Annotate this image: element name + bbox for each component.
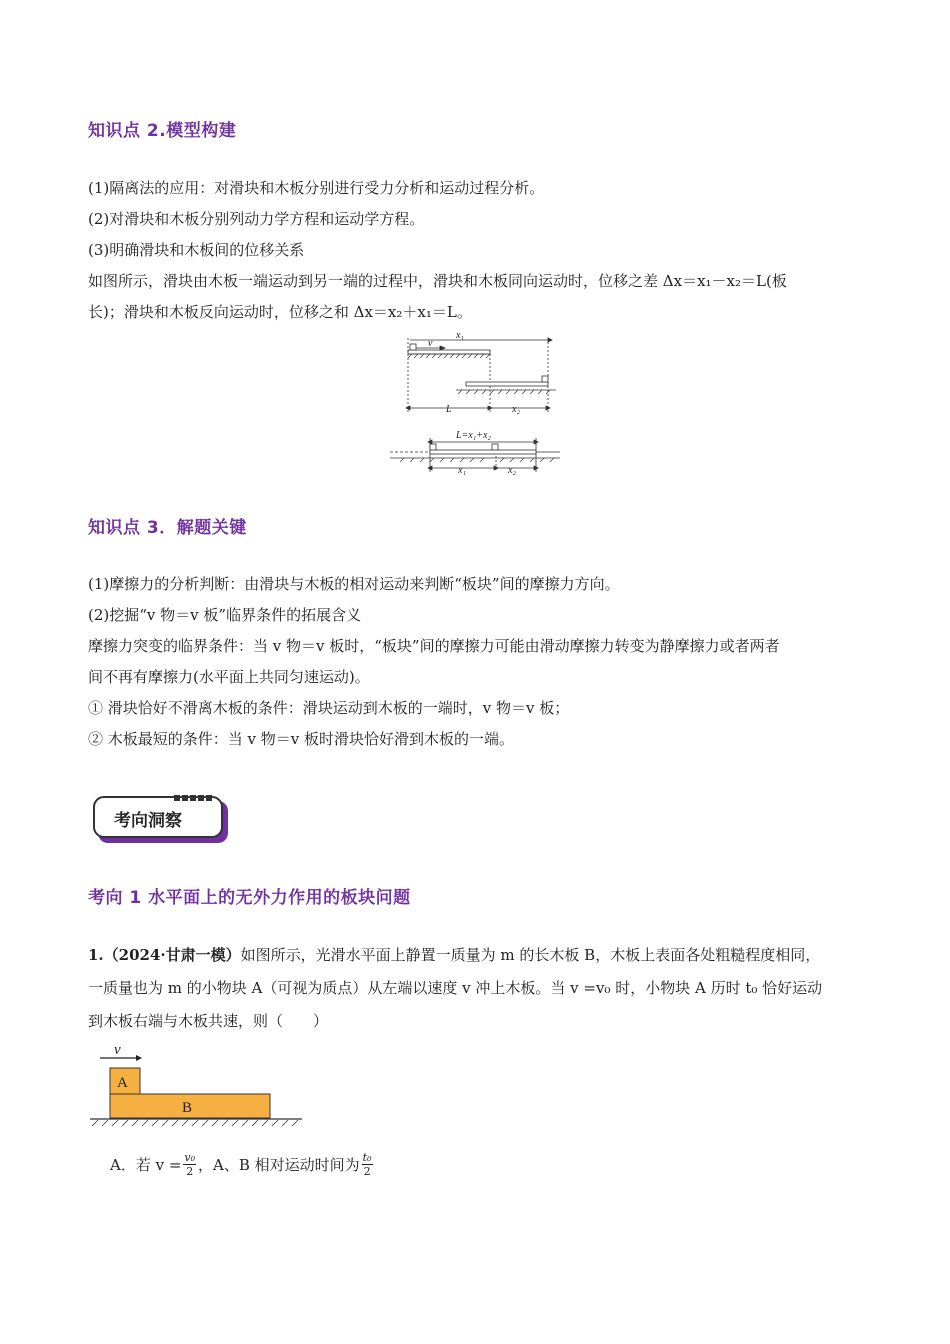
direction-badge [92,795,232,845]
question-1 [88,939,868,1038]
option-a-fraction-v [183,1151,196,1178]
section-2-p2: (2)对滑块和木板分别列动力学方程和运动学方程。 [88,210,425,228]
block-board-diagram [88,1040,308,1130]
option-a[interactable] [110,1144,375,1184]
question-1-line1 [88,939,868,972]
fig1-v-label: v [428,338,433,349]
section-2-p4a: 如图所示，滑块由木板一端运动到另一端的过程中，滑块和木板同向运动时，位移之差 Δx＝x₁－x₂＝L(板 [88,272,787,290]
fig1-x1-label: x₁ [456,330,464,341]
fig1-sum-label: L=x₁+x₂ [456,430,491,441]
direction-1-title: 考向 1 水平面上的无外力作用的板块问题 [88,888,411,908]
fig1-L-label: L [446,404,452,415]
section-3-p5: ② 木板最短的条件：当 v 物＝v 板时滑块恰好滑到木板的一端。 [88,730,515,748]
fig2-A-label: A [117,1075,128,1091]
section-3-p1: (1)摩擦力的分析判断：由滑块与木板的相对运动来判断“板块”间的摩擦力方向。 [88,575,620,593]
section-2-body [88,173,868,328]
section-3-body [88,569,868,755]
question-1-source: （2024·甘肃一模） [103,946,241,964]
section-2-title: 知识点 2.模型构建 [88,121,237,141]
section-3-title: 知识点 3．解题关键 [88,518,247,538]
question-1-line1-text: 如图所示，光滑水平面上静置一质量为 m 的长木板 B，木板上表面各处粗糙程度相同， [240,946,821,964]
section-3-p4: ① 滑块恰好不滑离木板的条件：滑块运动到木板的一端时，v 物＝v 板； [88,699,570,717]
option-a-prefix: A．若 v = [110,1155,182,1174]
question-1-line2: 一质量也为 m 的小物块 A（可视为质点）从左端以速度 v 冲上木板。当 v =v₀ 时，小物块 A 历时 t₀ 恰好运动 [88,979,823,997]
fig1-x1-bottom-label: x₁ [458,465,466,476]
option-a-t-den: 2 [363,1164,371,1178]
option-a-frac-den: 2 [186,1164,194,1178]
fig1-x2-label: x₂ [512,404,520,415]
fig2-v-label: v [114,1042,121,1058]
fig2-B-label: B [182,1100,193,1116]
option-a-t-num: t₀ [362,1150,372,1164]
displacement-diagram [380,330,580,476]
option-a-frac-num: v₀ [184,1150,196,1164]
question-1-number: 1. [88,946,104,964]
section-3-p2: (2)挖掘“v 物＝v 板”临界条件的拓展含义 [88,606,362,624]
option-a-fraction-t [362,1151,373,1178]
section-3-p3b: 间不再有摩擦力(水平面上共同匀速运动)。 [88,668,370,686]
section-3-p3a: 摩擦力突变的临界条件：当 v 物＝v 板时，“板块”间的摩擦力可能由滑动摩擦力转变为静摩擦力或者两者 [88,637,780,655]
question-1-line3: 到木板右端与木板共速，则（ ） [88,1012,329,1030]
badge-label: 考向洞察 [114,811,182,831]
section-2-p4b: 长)；滑块和木板反向运动时，位移之和 Δx＝x₂＋x₁＝L。 [88,303,472,321]
section-2-p3: (3)明确滑块和木板间的位移关系 [88,241,305,259]
option-a-mid: ，A、B 相对运动时间为 [198,1155,360,1174]
fig1-x2-bottom-label: x₂ [508,465,516,476]
section-2-p1: (1)隔离法的应用：对滑块和木板分别进行受力分析和运动过程分析。 [88,179,545,197]
